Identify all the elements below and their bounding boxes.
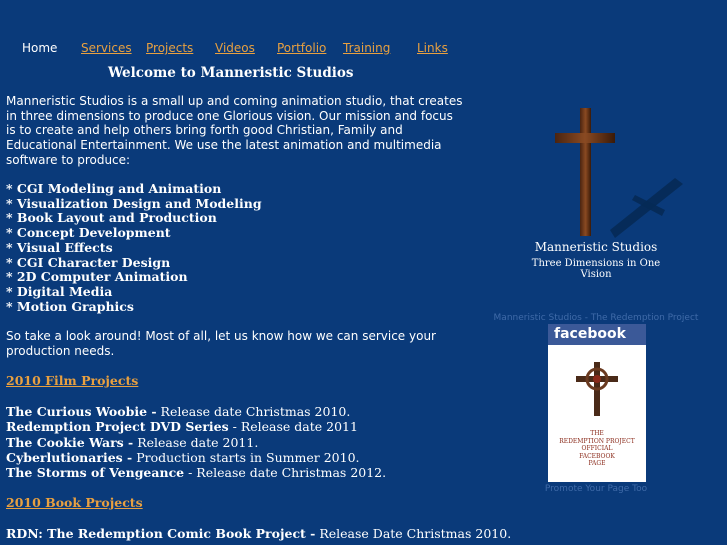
page-title: Welcome to Manneristic Studios <box>108 65 354 81</box>
service-item: * CGI Character Design <box>6 254 171 270</box>
nav-links[interactable]: Links <box>417 41 448 55</box>
closing-paragraph: So take a look around! Most of all, let us know how we can service your production needs. <box>6 329 436 358</box>
nav-videos[interactable]: Videos <box>215 41 255 55</box>
service-item: * CGI Modeling and Animation <box>6 181 222 196</box>
facebook-caption-link[interactable]: Manneristic Studios - The Redemption Project <box>493 313 699 323</box>
service-item: * Visualization Design and Modeling <box>6 195 262 211</box>
service-item: * Motion Graphics <box>6 298 134 314</box>
facebook-badge-text <box>548 430 646 468</box>
list-item <box>6 404 386 419</box>
nav-projects[interactable]: Projects <box>146 41 194 55</box>
promote-page-link[interactable]: Promote Your Page Too <box>544 484 648 494</box>
service-item: * Concept Development <box>6 225 171 241</box>
book-projects-link[interactable]: 2010 Book Projects <box>6 495 143 510</box>
project-title: Redemption Project DVD Series <box>6 419 229 435</box>
list-item <box>6 450 386 465</box>
project-detail: Release date Christmas 2010. <box>156 404 351 419</box>
nav-home[interactable]: Home <box>22 41 58 55</box>
services-list <box>6 182 262 314</box>
service-item: * Book Layout and Production <box>6 210 217 226</box>
list-item <box>6 465 386 480</box>
badge-line: FACEBOOK <box>579 452 615 460</box>
nav-portfolio[interactable]: Portfolio <box>277 41 327 55</box>
book-projects-list <box>6 526 511 541</box>
logo-tagline: Three Dimensions in One Vision <box>531 258 661 280</box>
badge-line: OFFICIAL <box>581 445 613 453</box>
project-title: The Storms of Vengeance <box>6 465 185 481</box>
logo-studio-name: Manneristic Studios <box>534 240 658 254</box>
service-item: * 2D Computer Animation <box>6 269 188 285</box>
list-item <box>6 419 386 434</box>
badge-line: THE <box>590 430 604 437</box>
service-item: * Visual Effects <box>6 239 113 255</box>
project-detail: Production starts in Summer 2010. <box>132 449 360 465</box>
project-detail: Release date 2011. <box>133 434 259 450</box>
facebook-header: facebook <box>548 324 646 345</box>
project-detail: - Release date Christmas 2012. <box>184 465 387 481</box>
celtic-cross-icon <box>570 358 624 418</box>
service-item: * Digital Media <box>6 283 113 299</box>
film-projects-list <box>6 404 386 480</box>
project-title: RDN: The Redemption Comic Book Project - <box>6 526 316 541</box>
project-title: The Cookie Wars - <box>6 434 134 450</box>
badge-line: REDEMPTION PROJECT <box>559 437 635 445</box>
nav-training[interactable]: Training <box>343 41 391 55</box>
intro-paragraph: Manneristic Studios is a small up and coming animation studio, that creates in three dimensions to produce one Glorious vision. Our mission and focus is to create and help others bring forth good Christian, Family and Educational Entertainment. We use the latest animation and multimedia software to produce: <box>6 94 463 167</box>
project-detail: - Release date 2011 <box>228 419 358 435</box>
project-detail: Release Date Christmas 2010. <box>315 526 512 541</box>
list-item <box>6 435 386 450</box>
facebook-badge[interactable] <box>548 324 646 482</box>
main-nav <box>0 41 727 57</box>
project-title: Cyberlutionaries - <box>6 449 133 465</box>
nav-services[interactable]: Services <box>81 41 132 55</box>
badge-line: PAGE <box>588 460 606 468</box>
project-title: The Curious Woobie - <box>6 404 157 419</box>
film-projects-link[interactable]: 2010 Film Projects <box>6 373 139 388</box>
